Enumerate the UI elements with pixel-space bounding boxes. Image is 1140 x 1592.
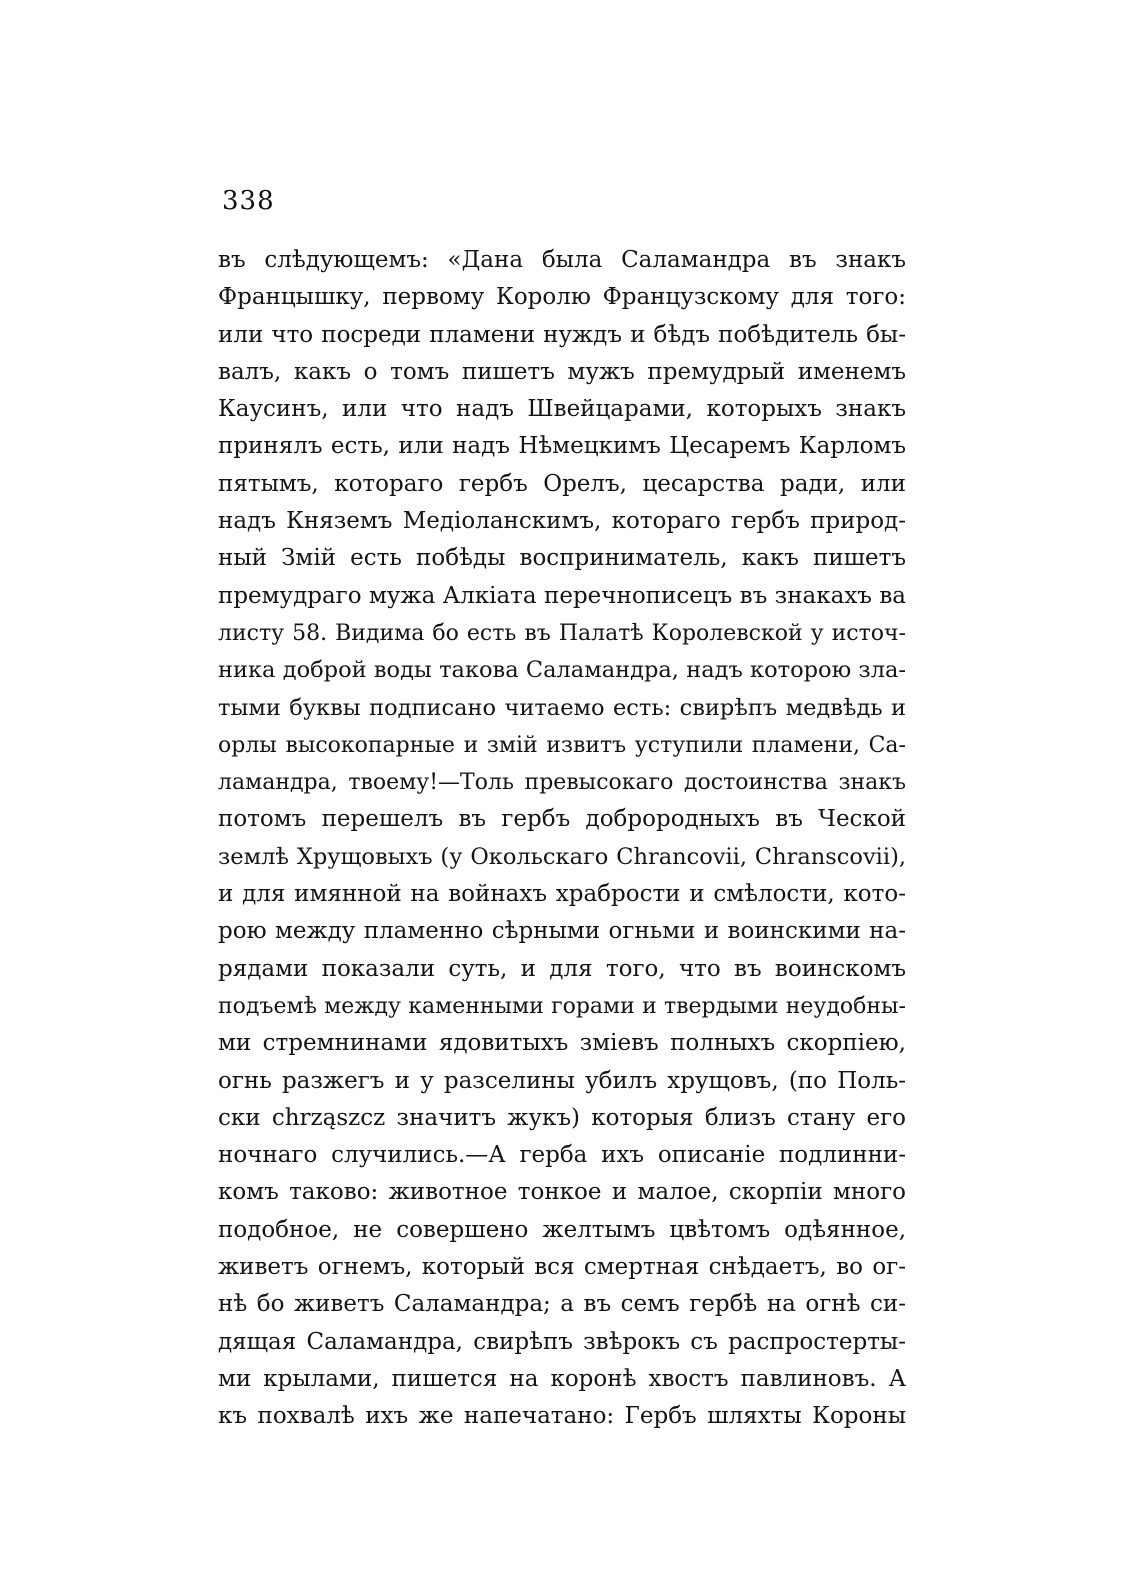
text-line: орлы высокопарные и змій извитъ уступили пламени, Са-	[218, 732, 906, 758]
text-line: комъ таково: животное тонкое и малое, скорпіи много	[218, 1179, 906, 1206]
text-line: тыми буквы подписано читаемо есть: свирѣпъ медвѣдь и	[218, 694, 906, 721]
text-line: Каусинъ, или что надъ Швейцарами, которыхъ знакъ	[218, 396, 906, 423]
text-line: ночнаго случились.—А герба ихъ описаніе подлинни-	[218, 1142, 906, 1169]
text-line: ми крылами, пишется на коронѣ хвостъ павлиновъ. А	[218, 1365, 906, 1392]
text-line: Францышку, первому Королю Французскому для того:	[218, 284, 906, 311]
body-text	[218, 242, 906, 1436]
text-line: дящая Саламандра, свирѣпъ звѣрокъ съ распростерты-	[218, 1328, 906, 1355]
text-line: ника доброй воды такова Саламандра, надъ которою зла-	[218, 657, 906, 684]
text-line: ски chrząszcz значитъ жукъ) которыя близъ стану его	[218, 1104, 906, 1131]
text-line: землѣ Хрущовыхъ (у Окольскаго Chrancovii, Chranscovii),	[218, 843, 906, 870]
text-line: рою между пламенно сѣрными огньми и воинскими на-	[218, 918, 906, 945]
text-line: рядами показали суть, и для того, что въ воинскомъ	[218, 955, 906, 982]
text-line: нѣ бо живетъ Саламандра; а въ семъ гербѣ на огнѣ си-	[218, 1291, 906, 1318]
text-line: живетъ огнемъ, который вся смертная снѣдаетъ, во ог-	[218, 1254, 906, 1281]
text-line: пятымъ, котораго гербъ Орелъ, цесарства ради, или	[218, 470, 906, 497]
text-line: въ слѣдующемъ: «Дана была Саламандра въ знакъ	[218, 247, 906, 273]
text-line: валъ, какъ о томъ пишетъ мужъ премудрый именемъ	[218, 358, 906, 385]
text-line: и для имянной на войнахъ храбрости и смѣлости, кото-	[218, 881, 906, 908]
text-line: ламандра, твоему!—Толь превысокаго достоинства знакъ	[218, 770, 906, 796]
text-line: подобное, не совершено желтымъ цвѣтомъ одѣянное,	[218, 1216, 906, 1243]
text-line: ми стремнинами ядовитыхъ зміевъ полныхъ скорпіею,	[218, 1030, 906, 1057]
text-line: огнь разжегъ и у разселины убилъ хрущовъ, (по Поль-	[218, 1067, 906, 1094]
text-line: потомъ перешелъ въ гербъ доброродныхъ въ Ческой	[218, 806, 906, 833]
page-number: 338	[222, 186, 275, 216]
text-line: премудраго мужа Алкіата перечнописецъ въ знакахъ ва	[218, 582, 906, 609]
text-line: ный Змій есть побѣды восприниматель, какъ пишетъ	[218, 545, 906, 572]
text-line: листу 58. Видима бо есть въ Палатѣ Королевской у источ-	[218, 620, 906, 646]
text-line: принялъ есть, или надъ Нѣмецкимъ Цесаремъ Карломъ	[218, 433, 906, 460]
text-line: къ похвалѣ ихъ же напечатано: Гербъ шляхты Короны	[218, 1403, 906, 1430]
text-line: подъемѣ между каменными горами и твердыми неудобны-	[218, 993, 906, 1019]
text-line: надъ Княземъ Медіоланскимъ, котораго гербъ природ-	[218, 508, 906, 535]
text-line: или что посреди пламени нуждъ и бѣдъ побѣдитель бы-	[218, 321, 906, 348]
